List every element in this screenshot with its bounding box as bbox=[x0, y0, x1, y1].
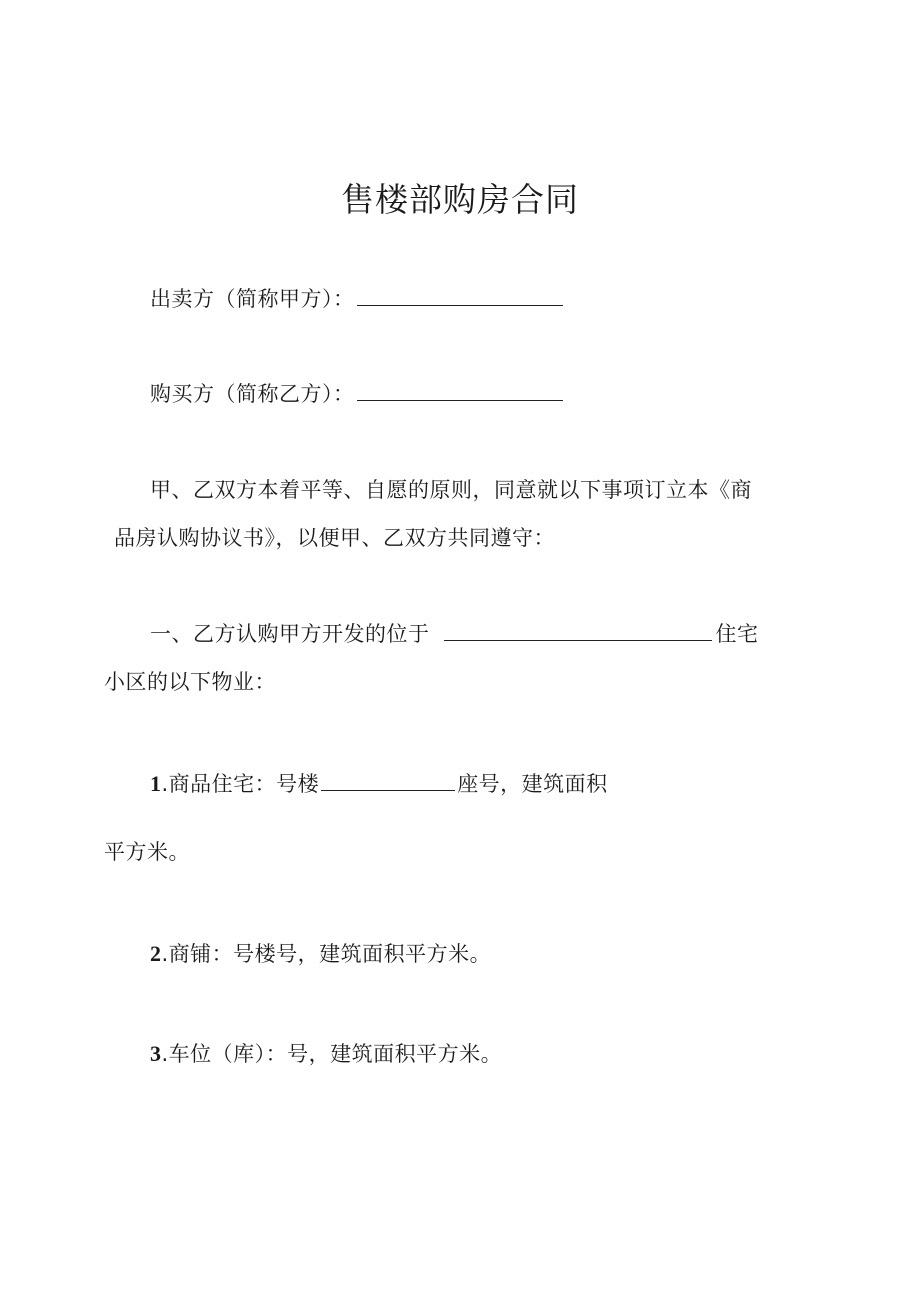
item1-blank[interactable] bbox=[321, 770, 455, 791]
item2-number: 2 bbox=[150, 941, 162, 966]
item2-line bbox=[150, 940, 491, 968]
item1-number: 1 bbox=[150, 771, 162, 796]
buyer-line bbox=[150, 380, 565, 408]
item3-number: 3 bbox=[150, 1041, 162, 1066]
clause1-label: 一、乙方认购甲方开发的位于 bbox=[150, 622, 430, 646]
intro-line-1: 甲、乙双方本着平等、自愿的原则，同意就以下事项订立本《商 bbox=[150, 478, 752, 502]
intro-line-2: 品房认购协议书》，以便甲、乙双方共同遵守： bbox=[114, 526, 555, 550]
clause1-line-2: 小区的以下物业： bbox=[104, 670, 276, 694]
item3-text: .车位（库）：号，建筑面积平方米。 bbox=[161, 1042, 503, 1066]
clause1-suffix: 住宅 bbox=[715, 622, 759, 646]
page-title: 售楼部购房合同 bbox=[341, 180, 579, 219]
item1-line-2: 平方米。 bbox=[104, 840, 190, 864]
item2-text: .商铺：号楼号，建筑面积平方米。 bbox=[161, 942, 492, 966]
item1-line-1 bbox=[150, 770, 608, 798]
location-blank[interactable] bbox=[444, 620, 712, 641]
buyer-label: 购买方（简称乙方）： bbox=[150, 382, 355, 406]
buyer-blank[interactable] bbox=[357, 380, 563, 401]
clause1-line-1 bbox=[150, 620, 759, 648]
seller-blank[interactable] bbox=[357, 285, 563, 306]
item1-suffix: 座号，建筑面积 bbox=[457, 772, 608, 796]
seller-label: 出卖方（简称甲方）： bbox=[150, 287, 355, 311]
item1-label: .商品住宅：号楼 bbox=[161, 772, 320, 796]
seller-line bbox=[150, 285, 565, 313]
item3-line bbox=[150, 1040, 502, 1068]
